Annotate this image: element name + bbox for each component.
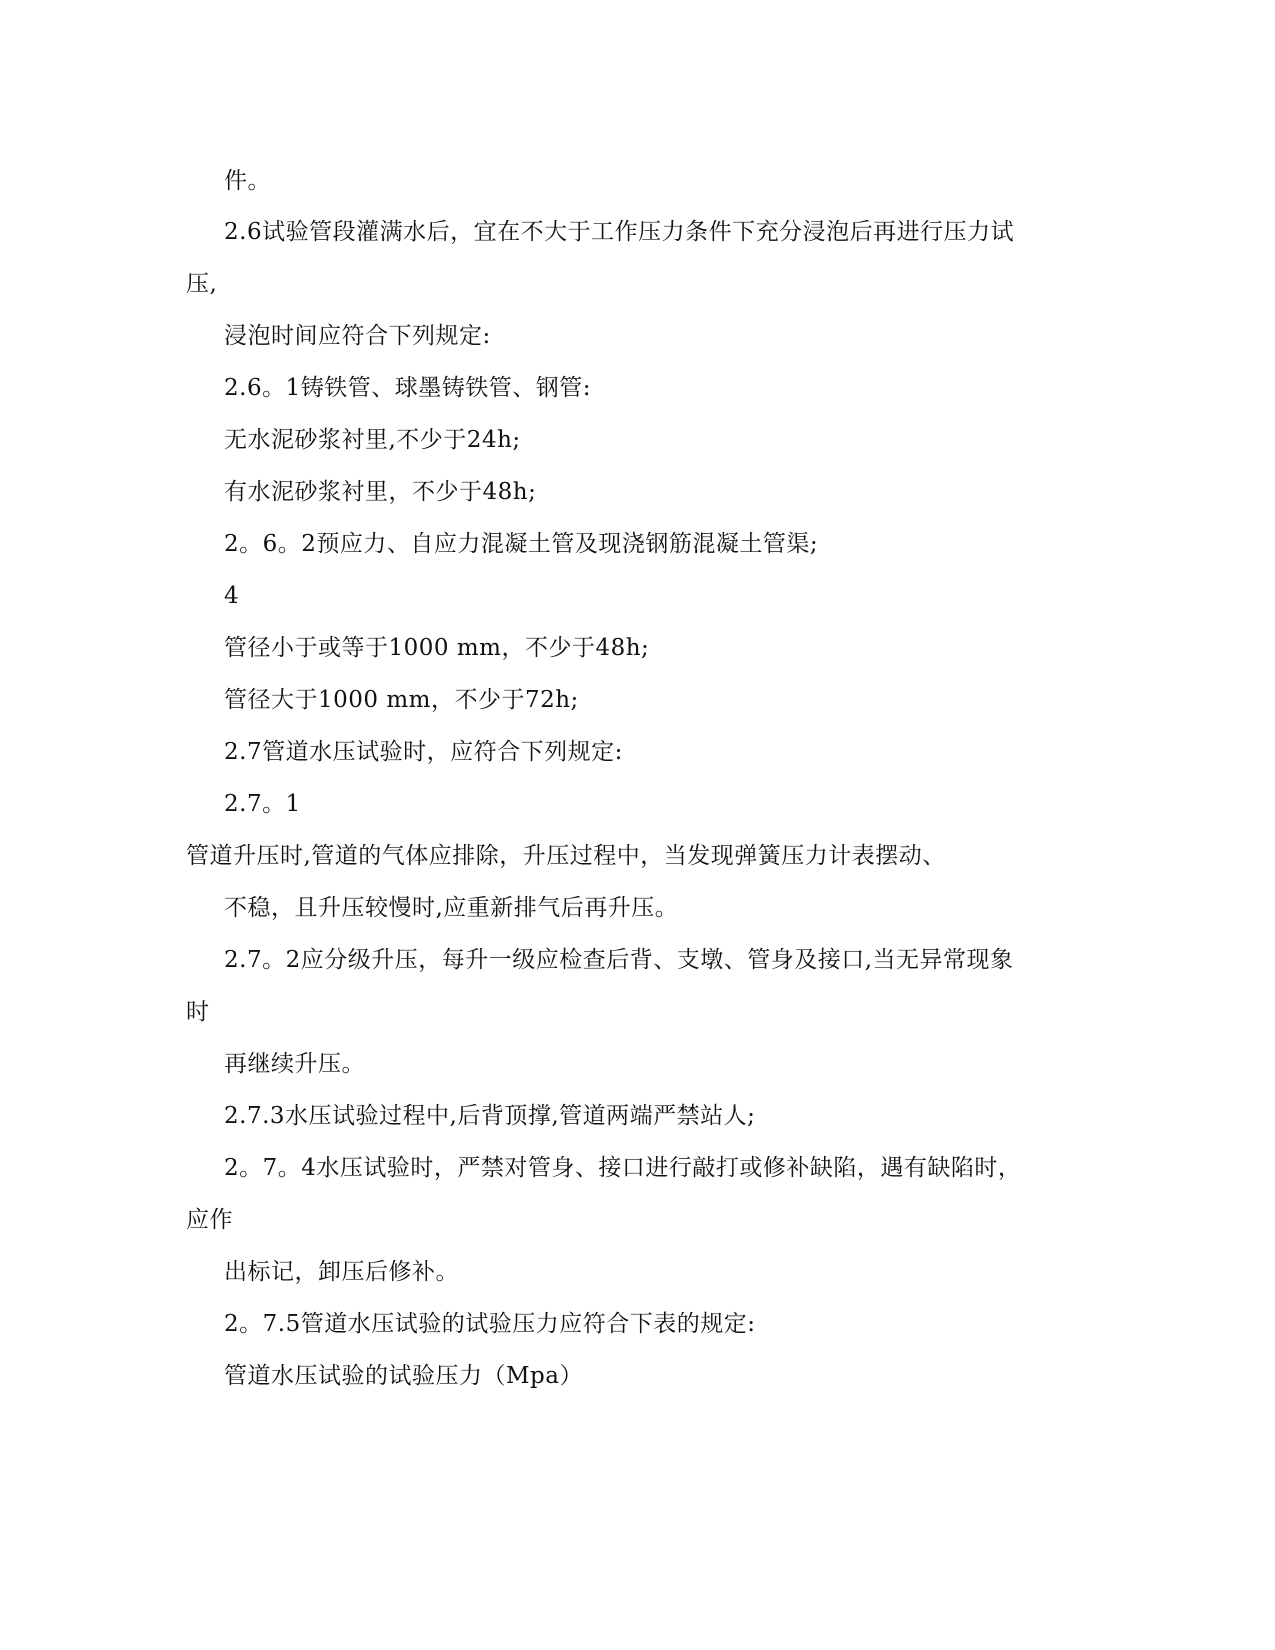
text-line: 应作 (186, 1207, 233, 1233)
text-line: 时 (186, 999, 210, 1025)
text-line: 管径大于1000 mm，不少于72h; (224, 687, 579, 713)
table-caption: 管道水压试验的试验压力（Mpa） (224, 1363, 583, 1389)
text-line: 2.7.3水压试验过程中,后背顶撑,管道两端严禁站人; (224, 1103, 756, 1129)
text-line: 2。6。2预应力、自应力混凝土管及现浇钢筋混凝土管渠; (224, 531, 819, 557)
text-line: 2。7.5管道水压试验的试验压力应符合下表的规定: (224, 1311, 756, 1337)
text-line: 2.7管道水压试验时，应符合下列规定: (224, 739, 623, 765)
text-line: 2.7。1 (224, 791, 301, 817)
text-line: 2.6。1铸铁管、球墨铸铁管、钢管: (224, 375, 591, 401)
text-line: 件。 (224, 168, 271, 194)
text-line: 2.7。2应分级升压，每升一级应检查后背、支墩、管身及接口,当无异常现象 (224, 947, 1014, 973)
page-number: 4 (224, 583, 240, 609)
text-line: 再继续升压。 (224, 1051, 365, 1077)
text-line: 管道升压时,管道的气体应排除，升压过程中，当发现弹簧压力计表摆动、 (186, 843, 946, 869)
text-line: 压, (186, 271, 218, 297)
text-line: 2。7。4水压试验时，严禁对管身、接口进行敲打或修补缺陷，遇有缺陷时， (224, 1155, 1022, 1181)
text-line: 有水泥砂浆衬里，不少于48h; (224, 479, 537, 505)
text-line: 出标记，卸压后修补。 (224, 1259, 459, 1285)
text-line: 2.6试验管段灌满水后，宜在不大于工作压力条件下充分浸泡后再进行压力试 (224, 219, 1015, 245)
text-line: 无水泥砂浆衬里,不少于24h; (224, 427, 521, 453)
text-line: 管径小于或等于1000 mm，不少于48h; (224, 635, 650, 661)
text-line: 浸泡时间应符合下列规定: (224, 323, 491, 349)
text-line: 不稳，且升压较慢时,应重新排气后再升压。 (224, 895, 679, 921)
